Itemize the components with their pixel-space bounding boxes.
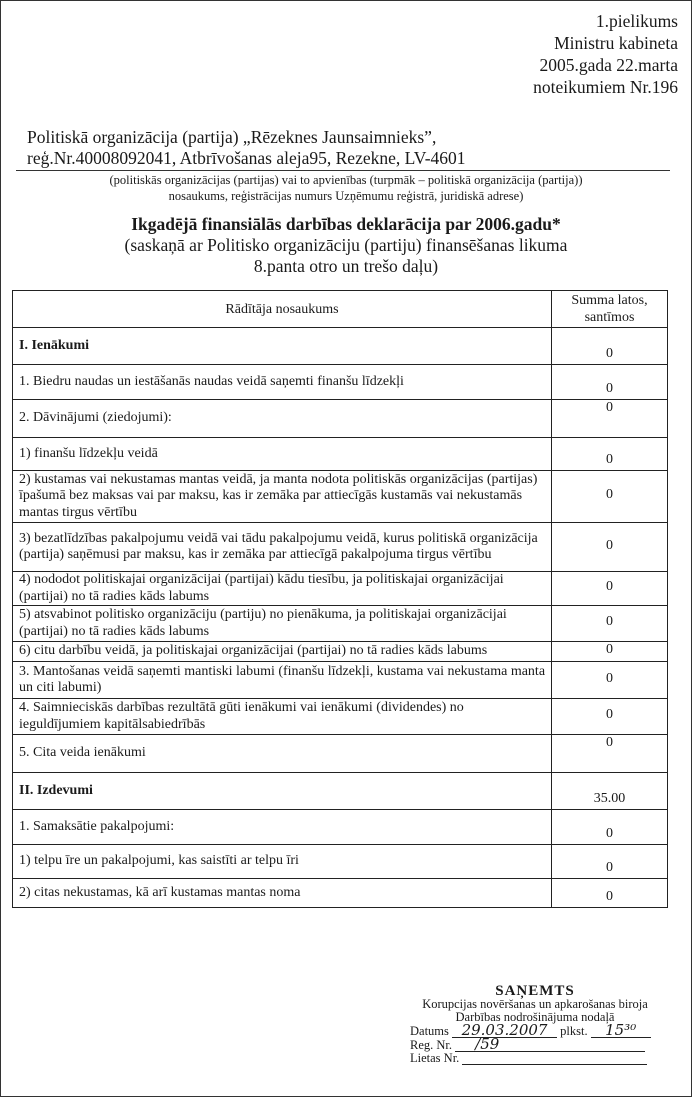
date-label: Datums [410, 1024, 449, 1038]
row-label: 2) citas nekustamas, kā arī kustamas mantas noma [13, 879, 552, 908]
table-row [13, 400, 668, 438]
row-value: 0 [552, 735, 668, 773]
stamp-reg-row [410, 1035, 660, 1053]
stamp-office: Korupcijas novēršanas un apkarošanas biroja [422, 997, 648, 1011]
row-label: 5. Cita veida ienākumi [13, 735, 552, 773]
row-value: 0 [552, 606, 668, 642]
row-value: 35.00 [552, 773, 668, 810]
row-value: 0 [552, 662, 668, 699]
organization-registration: reģ.Nr.40008092041, Atbrīvošanas aleja95, Rezekne, LV-4601 [27, 148, 466, 168]
header-amount: Summa latos, santīmos [552, 291, 668, 328]
row-value: 0 [552, 328, 668, 365]
note-line: nosaukums, reģistrācijas numurs Uzņēmumu reģistrā, juridiskā adrese) [168, 189, 524, 203]
table-row [13, 471, 668, 523]
row-label: 4) nododot politiskajai organizācijai (partijai) kādu tiesību, ja politiskajai organizācijai (partijai) no tā radies kāds labums [13, 572, 552, 606]
row-value: 0 [552, 523, 668, 572]
row-label: 1. Biedru naudas un iestāšanās naudas veidā saņemti finanšu līdzekļi [13, 365, 552, 400]
table-row [13, 642, 668, 662]
row-label: 1. Samaksātie pakalpojumi: [13, 810, 552, 845]
row-label: 2) kustamas vai nekustamas mantas veidā, ja manta nodota politiskās organizācijas (partijas) īpašumā bez maksas vai par maksu, kas ir zemāka par attiecīgās kustamās vai nekustamās mantas tirgus vērtību [13, 471, 552, 523]
title-sub: (saskaņā ar Politisko organizāciju (partiju) finansēšanas likuma [124, 235, 568, 255]
organization-note [0, 172, 692, 204]
row-label: I. Ienākumi [13, 328, 552, 365]
row-label: 3. Mantošanas veidā saņemti mantiski labumi (finanšu līdzekļi, kustama vai nekustama manta un citi labumi) [13, 662, 552, 699]
table-row [13, 572, 668, 606]
reg-value: /59 [455, 1038, 645, 1052]
stamp-department: Darbības nodrošinājuma nodaļā [455, 1010, 615, 1024]
row-value: 0 [552, 471, 668, 523]
row-label: II. Izdevumi [13, 773, 552, 810]
date-value: 29.03.2007 [452, 1024, 557, 1038]
stamp-case-row [410, 1052, 660, 1065]
table-row [13, 735, 668, 773]
row-value: 0 [552, 438, 668, 471]
title-sub: 8.panta otro un trešo daļu) [253, 256, 439, 276]
row-value: 0 [552, 810, 668, 845]
row-label: 2. Dāvinājumi (ziedojumi): [13, 400, 552, 438]
annex-line: Ministru kabineta [554, 33, 678, 53]
table-row [13, 606, 668, 642]
annex-line: 2005.gada 22.marta [539, 55, 678, 75]
table-row [13, 365, 668, 400]
case-label: Lietas Nr. [410, 1051, 460, 1065]
table-row [13, 438, 668, 471]
row-label: 3) bezatlīdzības pakalpojumu veidā vai tādu pakalpojumu veidā, kurus politiskā organizācija (partija) saņēmusi par maksu, kas ir zemāka par attiecīgā pakalpojuma tirgus vērtību [13, 523, 552, 572]
row-value: 0 [552, 572, 668, 606]
annex-line: 1.pielikums [595, 11, 678, 31]
received-stamp [410, 985, 660, 1065]
row-value: 0 [552, 845, 668, 879]
table-row [13, 699, 668, 735]
table-row [13, 845, 668, 879]
row-value: 0 [552, 642, 668, 662]
case-value-line [462, 1052, 647, 1065]
stamp-title: SAŅEMTS [495, 983, 575, 999]
declaration-table [12, 290, 668, 908]
organization-info [27, 127, 466, 169]
divider [16, 170, 670, 171]
row-label: 6) citu darbību veidā, ja politiskajai organizācijai (partijai) no tā radies kāds labums [13, 642, 552, 662]
row-label: 1) telpu īre un pakalpojumi, kas saistīti ar telpu īri [13, 845, 552, 879]
table-row [13, 523, 668, 572]
table-row [13, 773, 668, 810]
time-value: 15³⁰ [591, 1024, 651, 1038]
row-label: 5) atsvabinot politisko organizāciju (partiju) no pienākuma, ja politiskajai organizācijai (partijai) no tā radies kāds labums [13, 606, 552, 642]
document-title [0, 214, 692, 277]
table-row [13, 810, 668, 845]
row-value: 0 [552, 400, 668, 438]
row-value: 0 [552, 699, 668, 735]
row-label: 1) finanšu līdzekļu veidā [13, 438, 552, 471]
row-label: 4. Saimnieciskās darbības rezultātā gūti ienākumi vai ienākumi (dividendes) no ieguldījumiem kapitālsabiedrībās [13, 699, 552, 735]
header-indicator: Rādītāja nosaukums [13, 291, 552, 328]
organization-name: Politiskā organizācija (partija) „Rēzeknes Jaunsaimnieks”, [27, 127, 437, 147]
note-line: (politiskās organizācijas (partijas) vai to apvienības (turpmāk – politiskā organizācija (partija)) [109, 173, 583, 187]
table-row [13, 662, 668, 699]
table-header [13, 291, 668, 328]
time-label: plkst. [560, 1024, 588, 1038]
annex-reference [533, 10, 678, 98]
table-row [13, 879, 668, 908]
row-value: 0 [552, 365, 668, 400]
row-value: 0 [552, 879, 668, 908]
title-main: Ikgadējā finansiālās darbības deklarācija par 2006.gadu* [131, 214, 561, 234]
stamp-date-row [410, 1021, 660, 1039]
reg-label: Reg. Nr. [410, 1038, 453, 1052]
table-row [13, 328, 668, 365]
annex-line: noteikumiem Nr.196 [533, 77, 678, 97]
